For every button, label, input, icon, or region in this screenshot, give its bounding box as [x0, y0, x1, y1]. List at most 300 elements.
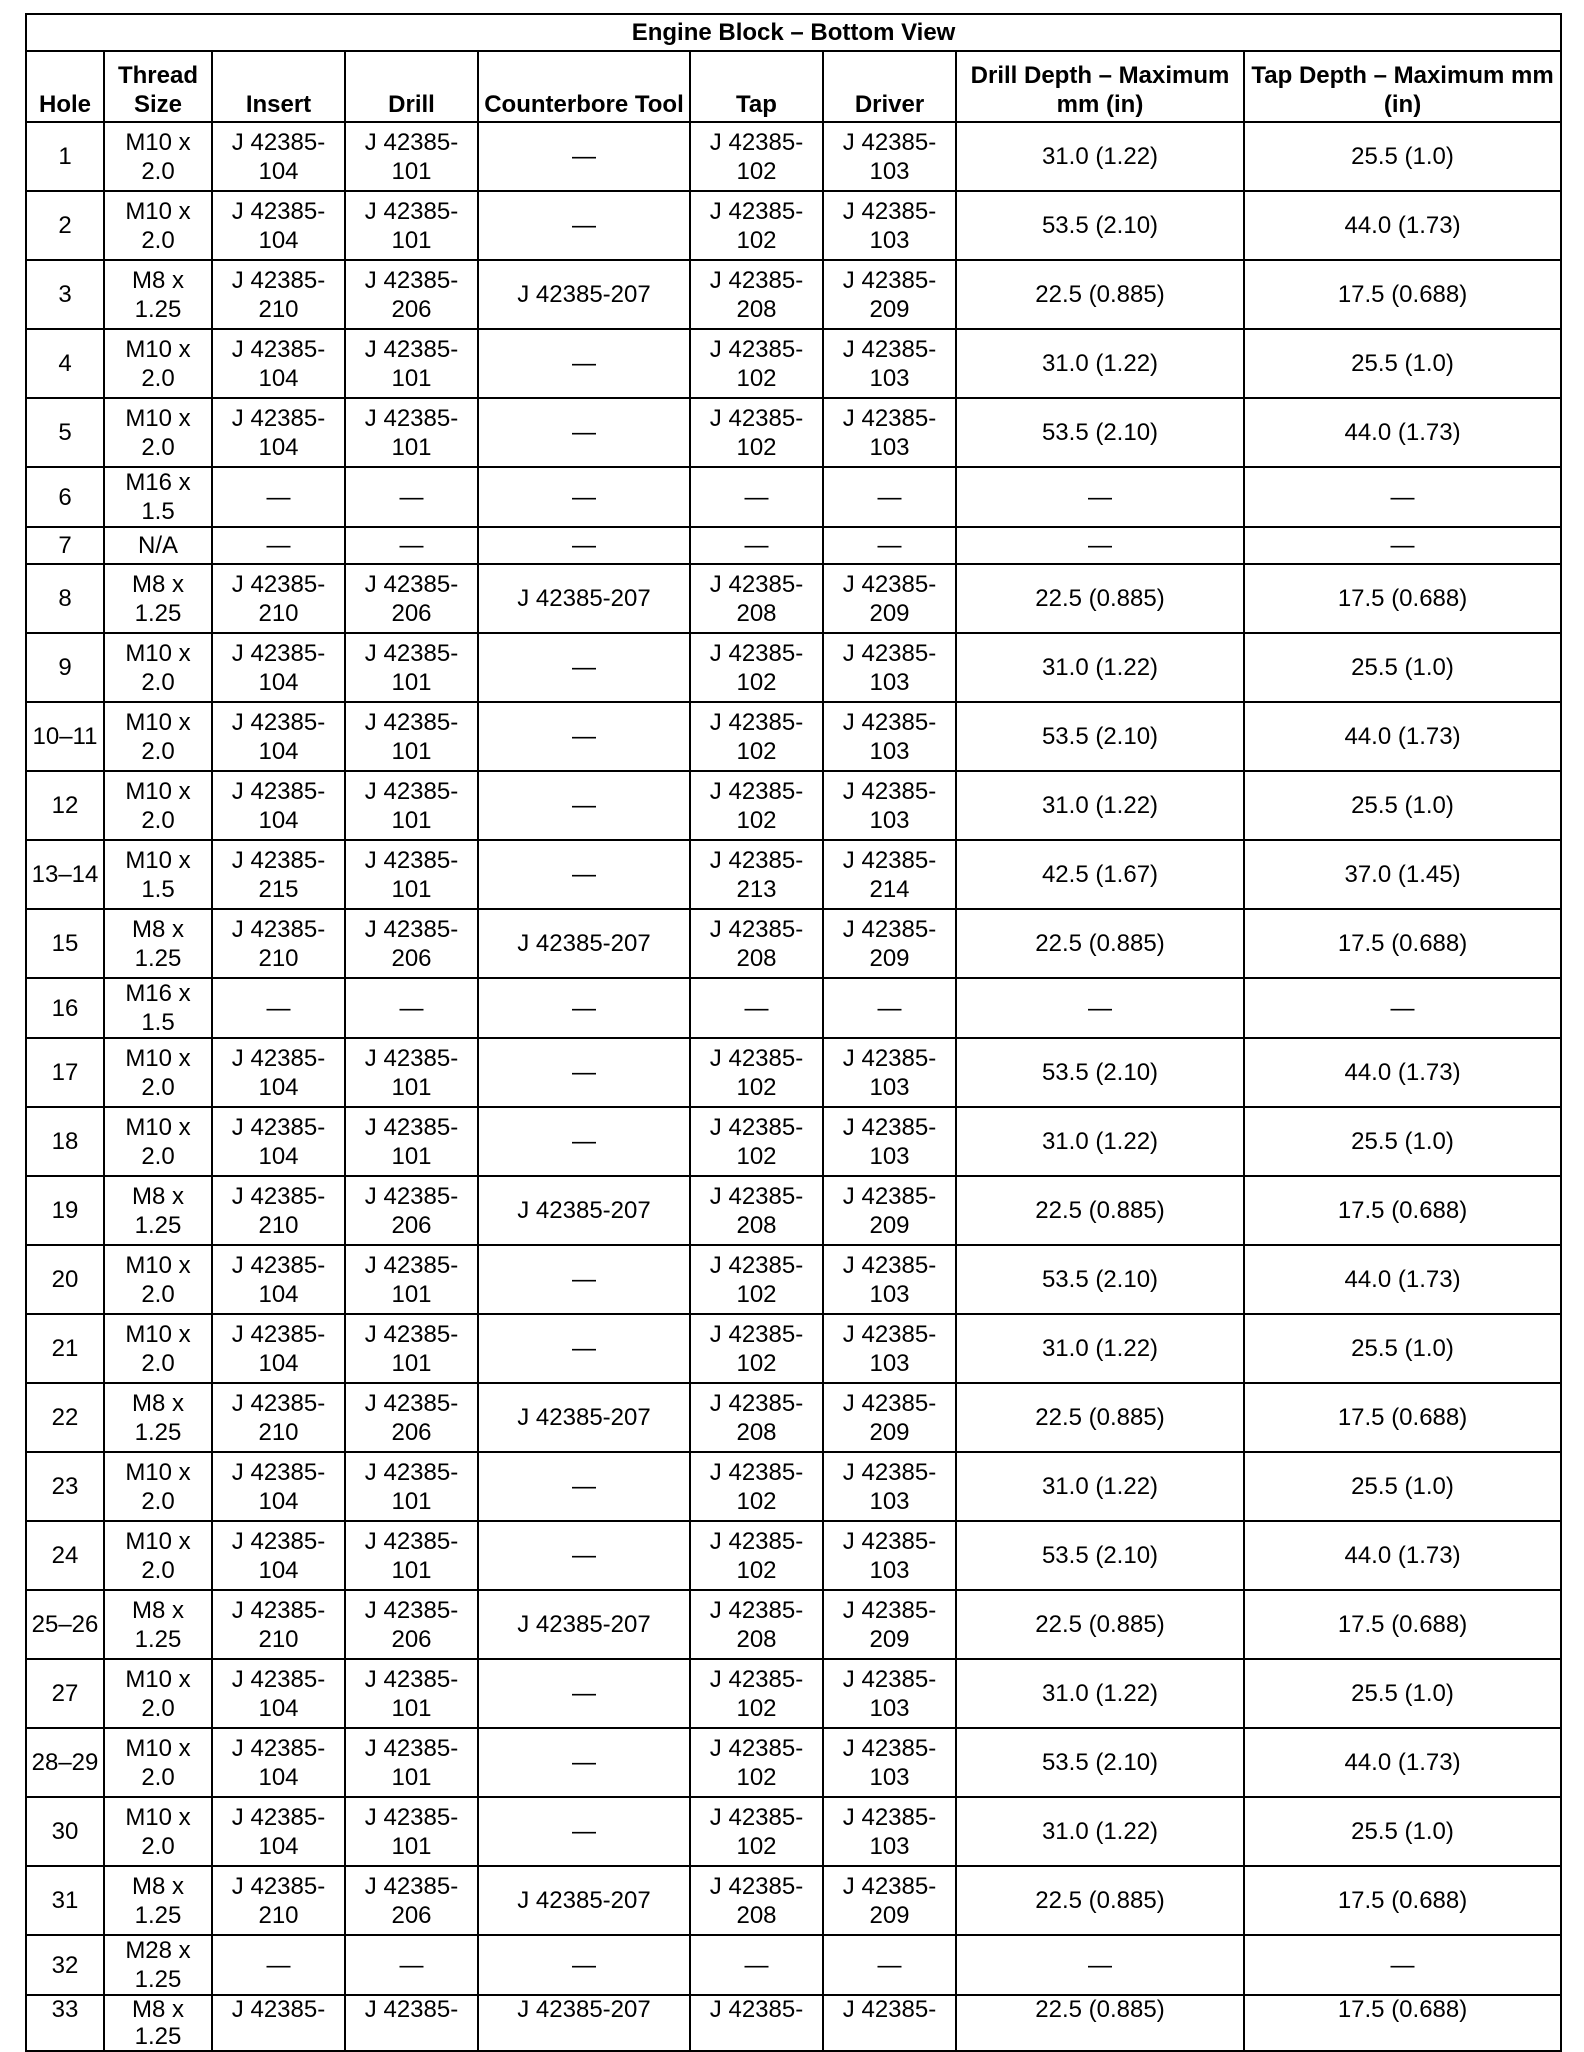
- cell-drill: J 42385-101: [345, 1797, 478, 1866]
- cell-drill: J 42385-101: [345, 1107, 478, 1176]
- cell-driver: J 42385-103: [823, 1797, 956, 1866]
- cell-drill-depth: 22.5 (0.885): [956, 1383, 1244, 1452]
- cell-counterbore-tool: —: [478, 1107, 690, 1176]
- cell-insert: J 42385-210: [212, 260, 345, 329]
- cell-counterbore-tool: —: [478, 1521, 690, 1590]
- cell-tap: J 42385-208: [690, 260, 823, 329]
- cell-drill-depth: 53.5 (2.10): [956, 1038, 1244, 1107]
- cell-driver: J 42385-103: [823, 1107, 956, 1176]
- table-row: [26, 191, 1561, 260]
- cell-thread-size: M10 x 2.0: [104, 1452, 212, 1521]
- cell-insert: J 42385-104: [212, 1314, 345, 1383]
- cell-insert: J 42385-104: [212, 1245, 345, 1314]
- cell-tap-depth: 44.0 (1.73): [1244, 1245, 1561, 1314]
- cell-drill-depth: 22.5 (0.885): [956, 909, 1244, 978]
- cell-tap-depth: —: [1244, 1935, 1561, 1995]
- cell-hole: 24: [26, 1521, 104, 1590]
- header-tap: Tap: [690, 51, 823, 122]
- cell-counterbore-tool: J 42385-207: [478, 260, 690, 329]
- cell-tap-depth: 17.5 (0.688): [1244, 1176, 1561, 1245]
- cell-insert: J 42385-210: [212, 1383, 345, 1452]
- cell-thread-size: M10 x 1.5: [104, 840, 212, 909]
- cell-thread-size: M10 x 2.0: [104, 1521, 212, 1590]
- header-tap-depth: Tap Depth – Maximum mm (in): [1244, 51, 1561, 122]
- cell-counterbore-tool: —: [478, 467, 690, 527]
- cell-drill: J 42385-101: [345, 1521, 478, 1590]
- cell-drill: —: [345, 978, 478, 1038]
- cell-drill: J 42385-206: [345, 909, 478, 978]
- table-row: [26, 122, 1561, 191]
- table-row: [26, 771, 1561, 840]
- cell-hole: 19: [26, 1176, 104, 1245]
- cell-insert: J 42385-104: [212, 122, 345, 191]
- cell-drill: J 42385-206: [345, 260, 478, 329]
- cell-tap: —: [690, 1935, 823, 1995]
- cell-drill: J 42385-101: [345, 1659, 478, 1728]
- table-row: [26, 398, 1561, 467]
- cell-drill-depth: 42.5 (1.67): [956, 840, 1244, 909]
- cell-counterbore-tool: —: [478, 398, 690, 467]
- table-row: [26, 1452, 1561, 1521]
- cell-tap-depth: 25.5 (1.0): [1244, 329, 1561, 398]
- spec-sheet: [25, 13, 1560, 2052]
- cell-drill-depth: —: [956, 978, 1244, 1038]
- table-row: [26, 329, 1561, 398]
- cell-tap: J 42385-102: [690, 1797, 823, 1866]
- cell-tap-depth: 25.5 (1.0): [1244, 122, 1561, 191]
- cell-tap-depth: 17.5 (0.688): [1244, 1866, 1561, 1935]
- cell-tap-depth: 25.5 (1.0): [1244, 1797, 1561, 1866]
- cell-tap: J 42385-208: [690, 909, 823, 978]
- table-row: [26, 1107, 1561, 1176]
- cell-driver: J 42385-209: [823, 564, 956, 633]
- cell-thread-size: M8 x 1.25: [104, 1866, 212, 1935]
- cell-driver: J 42385-209: [823, 909, 956, 978]
- cell-drill-depth: 22.5 (0.885): [956, 1176, 1244, 1245]
- cell-insert: —: [212, 978, 345, 1038]
- cell-thread-size: M8 x 1.25: [104, 564, 212, 633]
- cell-thread-size: M10 x 2.0: [104, 1107, 212, 1176]
- cell-tap-depth: 17.5 (0.688): [1244, 260, 1561, 329]
- cell-thread-size: M10 x 2.0: [104, 1314, 212, 1383]
- cell-insert: —: [212, 1935, 345, 1995]
- header-counterbore-tool: Counterbore Tool: [478, 51, 690, 122]
- cell-counterbore-tool: J 42385-207: [478, 1383, 690, 1452]
- cell-insert: J 42385-104: [212, 1797, 345, 1866]
- cell-counterbore-tool: —: [478, 1728, 690, 1797]
- cell-hole: 18: [26, 1107, 104, 1176]
- cell-counterbore-tool: —: [478, 1659, 690, 1728]
- cell-drill: J 42385-101: [345, 1314, 478, 1383]
- cell-tap-depth: —: [1244, 467, 1561, 527]
- cell-hole: 6: [26, 467, 104, 527]
- cell-insert: J 42385-210: [212, 1866, 345, 1935]
- table-row: [26, 1995, 1561, 2051]
- cell-driver: J 42385-103: [823, 398, 956, 467]
- cell-hole: 8: [26, 564, 104, 633]
- cell-drill: J 42385-101: [345, 633, 478, 702]
- cell-tap: J 42385-208: [690, 1383, 823, 1452]
- cell-driver: J 42385-209: [823, 1176, 956, 1245]
- cell-counterbore-tool: —: [478, 840, 690, 909]
- cell-counterbore-tool: —: [478, 1935, 690, 1995]
- header-thread-size: Thread Size: [104, 51, 212, 122]
- cell-driver: J 42385-209: [823, 1383, 956, 1452]
- cell-thread-size: M10 x 2.0: [104, 398, 212, 467]
- cell-insert: J 42385-104: [212, 1107, 345, 1176]
- cell-drill-depth: 53.5 (2.10): [956, 702, 1244, 771]
- cell-thread-size: M8 x 1.25: [104, 1383, 212, 1452]
- cell-driver: J 42385-103: [823, 771, 956, 840]
- cell-tap-depth: —: [1244, 527, 1561, 564]
- cell-drill: J 42385-101: [345, 122, 478, 191]
- cell-driver: J 42385-103: [823, 1314, 956, 1383]
- cell-drill: J 42385-101: [345, 1038, 478, 1107]
- cell-driver: —: [823, 467, 956, 527]
- cell-thread-size: M16 x 1.5: [104, 978, 212, 1038]
- cell-drill: J 42385-101: [345, 771, 478, 840]
- cell-tap: J 42385-102: [690, 771, 823, 840]
- table-row: [26, 1866, 1561, 1935]
- cell-hole: 27: [26, 1659, 104, 1728]
- cell-counterbore-tool: J 42385-207: [478, 564, 690, 633]
- cell-insert: J 42385-104: [212, 702, 345, 771]
- cell-tap: —: [690, 527, 823, 564]
- cell-counterbore-tool: —: [478, 191, 690, 260]
- cell-thread-size: M10 x 2.0: [104, 1659, 212, 1728]
- cell-drill-depth: —: [956, 1935, 1244, 1995]
- cell-drill: J 42385-206: [345, 1866, 478, 1935]
- cell-hole: 30: [26, 1797, 104, 1866]
- cell-drill-depth: 31.0 (1.22): [956, 122, 1244, 191]
- cell-thread-size: M10 x 2.0: [104, 329, 212, 398]
- header-drill-depth: Drill Depth – Maximum mm (in): [956, 51, 1244, 122]
- cell-insert: J 42385-104: [212, 1038, 345, 1107]
- cell-driver: J 42385-103: [823, 329, 956, 398]
- cell-counterbore-tool: —: [478, 1452, 690, 1521]
- cell-tap-depth: 25.5 (1.0): [1244, 1659, 1561, 1728]
- cell-tap: J 42385-102: [690, 1659, 823, 1728]
- cell-insert: J 42385-: [212, 1995, 345, 2051]
- cell-driver: —: [823, 978, 956, 1038]
- cell-drill: J 42385-101: [345, 191, 478, 260]
- cell-thread-size: M10 x 2.0: [104, 702, 212, 771]
- cell-drill-depth: 31.0 (1.22): [956, 1797, 1244, 1866]
- table-title: Engine Block – Bottom View: [26, 14, 1561, 51]
- cell-hole: 15: [26, 909, 104, 978]
- cell-tap: J 42385-: [690, 1995, 823, 2051]
- cell-driver: J 42385-209: [823, 260, 956, 329]
- cell-thread-size: M8 x 1.25: [104, 1590, 212, 1659]
- table-row: [26, 1797, 1561, 1866]
- cell-hole: 20: [26, 1245, 104, 1314]
- cell-insert: J 42385-104: [212, 1521, 345, 1590]
- cell-driver: J 42385-103: [823, 191, 956, 260]
- cell-drill-depth: 22.5 (0.885): [956, 1866, 1244, 1935]
- table-row: [26, 1935, 1561, 1995]
- table-row: [26, 1383, 1561, 1452]
- cell-insert: J 42385-104: [212, 329, 345, 398]
- table-row: [26, 527, 1561, 564]
- cell-counterbore-tool: J 42385-207: [478, 1590, 690, 1659]
- cell-drill-depth: —: [956, 467, 1244, 527]
- cell-thread-size: N/A: [104, 527, 212, 564]
- cell-thread-size: M10 x 2.0: [104, 633, 212, 702]
- cell-driver: J 42385-103: [823, 633, 956, 702]
- cell-driver: J 42385-209: [823, 1590, 956, 1659]
- cell-tap: J 42385-208: [690, 1590, 823, 1659]
- cell-drill: J 42385-101: [345, 1728, 478, 1797]
- table-row: [26, 260, 1561, 329]
- cell-drill: —: [345, 1935, 478, 1995]
- cell-tap-depth: 17.5 (0.688): [1244, 1383, 1561, 1452]
- cell-thread-size: M10 x 2.0: [104, 1038, 212, 1107]
- cell-insert: J 42385-210: [212, 1176, 345, 1245]
- cell-counterbore-tool: —: [478, 329, 690, 398]
- cell-tap-depth: 17.5 (0.688): [1244, 909, 1561, 978]
- table-row: [26, 1659, 1561, 1728]
- cell-hole: 9: [26, 633, 104, 702]
- table-row: [26, 702, 1561, 771]
- cell-drill: —: [345, 467, 478, 527]
- table-row: [26, 564, 1561, 633]
- cell-tap-depth: 44.0 (1.73): [1244, 1728, 1561, 1797]
- cell-insert: J 42385-104: [212, 771, 345, 840]
- cell-tap: —: [690, 467, 823, 527]
- cell-thread-size: M8 x 1.25: [104, 260, 212, 329]
- cell-counterbore-tool: —: [478, 702, 690, 771]
- cell-counterbore-tool: —: [478, 1245, 690, 1314]
- cell-tap: J 42385-102: [690, 1038, 823, 1107]
- cell-drill: J 42385-101: [345, 1245, 478, 1314]
- header-row: [26, 51, 1561, 122]
- cell-hole: 22: [26, 1383, 104, 1452]
- cell-drill-depth: 31.0 (1.22): [956, 633, 1244, 702]
- cell-tap: J 42385-102: [690, 1521, 823, 1590]
- cell-thread-size: M10 x 2.0: [104, 191, 212, 260]
- cell-insert: J 42385-210: [212, 564, 345, 633]
- cell-drill: J 42385-206: [345, 564, 478, 633]
- cell-drill-depth: 22.5 (0.885): [956, 1590, 1244, 1659]
- cell-insert: J 42385-215: [212, 840, 345, 909]
- cell-drill-depth: —: [956, 527, 1244, 564]
- cell-drill: J 42385-206: [345, 1383, 478, 1452]
- table-row: [26, 1038, 1561, 1107]
- cell-drill: J 42385-206: [345, 1590, 478, 1659]
- cell-drill: J 42385-101: [345, 398, 478, 467]
- table-row: [26, 840, 1561, 909]
- table-row: [26, 1521, 1561, 1590]
- cell-counterbore-tool: —: [478, 1797, 690, 1866]
- cell-tap: J 42385-102: [690, 398, 823, 467]
- cell-drill: J 42385-101: [345, 1452, 478, 1521]
- cell-hole: 13–14: [26, 840, 104, 909]
- cell-tap-depth: 25.5 (1.0): [1244, 1314, 1561, 1383]
- cell-insert: J 42385-210: [212, 1590, 345, 1659]
- cell-driver: J 42385-103: [823, 122, 956, 191]
- cell-tap: J 42385-102: [690, 1728, 823, 1797]
- cell-drill: J 42385-101: [345, 329, 478, 398]
- cell-counterbore-tool: J 42385-207: [478, 1176, 690, 1245]
- header-hole: Hole: [26, 51, 104, 122]
- header-insert: Insert: [212, 51, 345, 122]
- cell-thread-size: M10 x 2.0: [104, 1728, 212, 1797]
- cell-driver: J 42385-103: [823, 1452, 956, 1521]
- cell-tap-depth: 44.0 (1.73): [1244, 1038, 1561, 1107]
- cell-thread-size: M10 x 2.0: [104, 122, 212, 191]
- cell-tap-depth: 44.0 (1.73): [1244, 191, 1561, 260]
- cell-tap: J 42385-102: [690, 329, 823, 398]
- table-body: [26, 122, 1561, 2051]
- cell-tap-depth: 17.5 (0.688): [1244, 1590, 1561, 1659]
- cell-hole: 16: [26, 978, 104, 1038]
- cell-hole: 7: [26, 527, 104, 564]
- cell-tap: J 42385-213: [690, 840, 823, 909]
- cell-thread-size: M16 x 1.5: [104, 467, 212, 527]
- cell-hole: 23: [26, 1452, 104, 1521]
- cell-thread-size: M10 x 2.0: [104, 1245, 212, 1314]
- cell-drill: J 42385-: [345, 1995, 478, 2051]
- cell-drill: J 42385-101: [345, 702, 478, 771]
- cell-drill-depth: 31.0 (1.22): [956, 1452, 1244, 1521]
- cell-drill-depth: 53.5 (2.10): [956, 191, 1244, 260]
- cell-driver: J 42385-209: [823, 1866, 956, 1935]
- table-row: [26, 1314, 1561, 1383]
- cell-tap-depth: 25.5 (1.0): [1244, 1107, 1561, 1176]
- cell-counterbore-tool: —: [478, 1038, 690, 1107]
- cell-driver: J 42385-103: [823, 1728, 956, 1797]
- cell-driver: —: [823, 1935, 956, 1995]
- cell-insert: —: [212, 467, 345, 527]
- cell-counterbore-tool: J 42385-207: [478, 909, 690, 978]
- engine-block-table: [25, 13, 1562, 2052]
- cell-tap-depth: —: [1244, 978, 1561, 1038]
- cell-tap: —: [690, 978, 823, 1038]
- cell-tap: J 42385-102: [690, 191, 823, 260]
- table-row: [26, 909, 1561, 978]
- cell-hole: 5: [26, 398, 104, 467]
- cell-insert: J 42385-104: [212, 398, 345, 467]
- cell-hole: 3: [26, 260, 104, 329]
- cell-drill-depth: 31.0 (1.22): [956, 1314, 1244, 1383]
- table-row: [26, 1176, 1561, 1245]
- cell-tap: J 42385-102: [690, 702, 823, 771]
- cell-tap-depth: 44.0 (1.73): [1244, 702, 1561, 771]
- cell-insert: J 42385-104: [212, 1452, 345, 1521]
- table-row: [26, 978, 1561, 1038]
- cell-hole: 2: [26, 191, 104, 260]
- cell-tap-depth: 17.5 (0.688): [1244, 564, 1561, 633]
- cell-thread-size: M8 x 1.25: [104, 1995, 212, 2051]
- cell-counterbore-tool: —: [478, 527, 690, 564]
- cell-counterbore-tool: J 42385-207: [478, 1866, 690, 1935]
- cell-tap: J 42385-102: [690, 633, 823, 702]
- cell-tap-depth: 25.5 (1.0): [1244, 771, 1561, 840]
- cell-driver: J 42385-103: [823, 1245, 956, 1314]
- cell-hole: 17: [26, 1038, 104, 1107]
- cell-tap-depth: 25.5 (1.0): [1244, 633, 1561, 702]
- cell-counterbore-tool: —: [478, 633, 690, 702]
- cell-thread-size: M8 x 1.25: [104, 1176, 212, 1245]
- cell-counterbore-tool: —: [478, 1314, 690, 1383]
- table-row: [26, 1590, 1561, 1659]
- cell-tap-depth: 25.5 (1.0): [1244, 1452, 1561, 1521]
- cell-drill-depth: 53.5 (2.10): [956, 1245, 1244, 1314]
- cell-drill: J 42385-206: [345, 1176, 478, 1245]
- cell-driver: J 42385-103: [823, 1038, 956, 1107]
- cell-hole: 31: [26, 1866, 104, 1935]
- table-row: [26, 467, 1561, 527]
- cell-tap: J 42385-102: [690, 122, 823, 191]
- cell-driver: —: [823, 527, 956, 564]
- cell-counterbore-tool: —: [478, 771, 690, 840]
- cell-drill-depth: 22.5 (0.885): [956, 260, 1244, 329]
- cell-insert: J 42385-210: [212, 909, 345, 978]
- cell-tap: J 42385-102: [690, 1452, 823, 1521]
- cell-counterbore-tool: —: [478, 978, 690, 1038]
- cell-thread-size: M8 x 1.25: [104, 909, 212, 978]
- cell-thread-size: M28 x 1.25: [104, 1935, 212, 1995]
- cell-tap: J 42385-102: [690, 1107, 823, 1176]
- cell-tap-depth: 37.0 (1.45): [1244, 840, 1561, 909]
- cell-hole: 33: [26, 1995, 104, 2051]
- cell-driver: J 42385-103: [823, 1659, 956, 1728]
- cell-hole: 4: [26, 329, 104, 398]
- cell-driver: J 42385-103: [823, 1521, 956, 1590]
- cell-insert: J 42385-104: [212, 1659, 345, 1728]
- cell-insert: J 42385-104: [212, 633, 345, 702]
- cell-tap-depth: 44.0 (1.73): [1244, 1521, 1561, 1590]
- cell-insert: J 42385-104: [212, 1728, 345, 1797]
- table-row: [26, 1245, 1561, 1314]
- cell-driver: J 42385-214: [823, 840, 956, 909]
- table-row: [26, 633, 1561, 702]
- cell-tap: J 42385-208: [690, 1866, 823, 1935]
- cell-drill: J 42385-101: [345, 840, 478, 909]
- cell-driver: J 42385-: [823, 1995, 956, 2051]
- cell-drill-depth: 31.0 (1.22): [956, 771, 1244, 840]
- cell-hole: 28–29: [26, 1728, 104, 1797]
- cell-drill: —: [345, 527, 478, 564]
- cell-tap: J 42385-208: [690, 1176, 823, 1245]
- cell-drill-depth: 31.0 (1.22): [956, 1107, 1244, 1176]
- cell-tap: J 42385-208: [690, 564, 823, 633]
- cell-counterbore-tool: —: [478, 122, 690, 191]
- cell-insert: —: [212, 527, 345, 564]
- header-drill: Drill: [345, 51, 478, 122]
- cell-insert: J 42385-104: [212, 191, 345, 260]
- cell-tap: J 42385-102: [690, 1245, 823, 1314]
- cell-hole: 21: [26, 1314, 104, 1383]
- cell-driver: J 42385-103: [823, 702, 956, 771]
- cell-counterbore-tool: J 42385-207: [478, 1995, 690, 2051]
- cell-drill-depth: 31.0 (1.22): [956, 329, 1244, 398]
- title-row: [26, 14, 1561, 51]
- cell-drill-depth: 22.5 (0.885): [956, 1995, 1244, 2051]
- header-driver: Driver: [823, 51, 956, 122]
- cell-tap-depth: 17.5 (0.688): [1244, 1995, 1561, 2051]
- cell-tap-depth: 44.0 (1.73): [1244, 398, 1561, 467]
- cell-drill-depth: 53.5 (2.10): [956, 1521, 1244, 1590]
- cell-hole: 10–11: [26, 702, 104, 771]
- cell-tap: J 42385-102: [690, 1314, 823, 1383]
- cell-drill-depth: 53.5 (2.10): [956, 398, 1244, 467]
- cell-drill-depth: 31.0 (1.22): [956, 1659, 1244, 1728]
- cell-thread-size: M10 x 2.0: [104, 1797, 212, 1866]
- cell-hole: 12: [26, 771, 104, 840]
- cell-hole: 1: [26, 122, 104, 191]
- cell-hole: 32: [26, 1935, 104, 1995]
